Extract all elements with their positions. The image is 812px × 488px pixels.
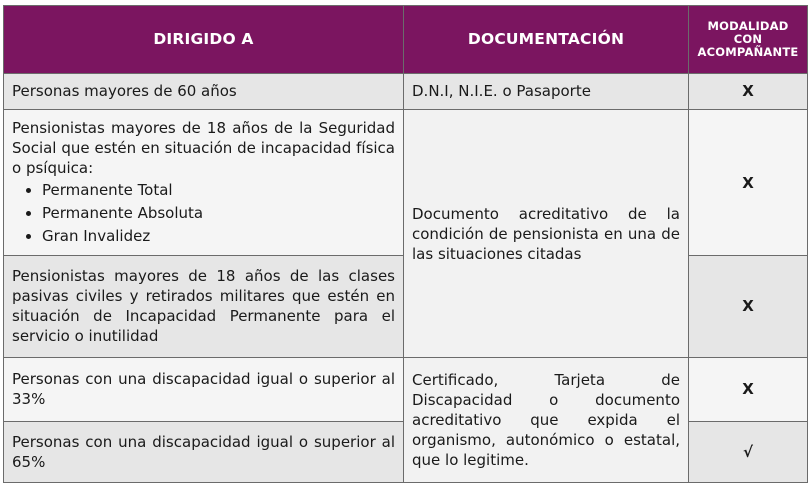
- cross-mark: X: [689, 358, 808, 421]
- table-row: [4, 73, 808, 110]
- cell-dirigido-text: Pensionistas mayores de 18 años de la Seguridad Social que estén en situación de incapacidad física o psíquica:: [12, 118, 395, 177]
- cell-documentacion: D.N.I, N.I.E. o Pasaporte: [404, 73, 689, 110]
- cell-dirigido: Personas mayores de 60 años: [4, 73, 404, 110]
- cell-documentacion-pensionistas: Documento acreditativo de la condición de pensionista en una de las situaciones citadas: [404, 110, 689, 358]
- header-modalidad-line-3: ACOMPAÑANTE: [697, 44, 799, 59]
- check-mark: √: [689, 421, 808, 482]
- header-modalidad-line-2: CON: [733, 31, 763, 46]
- list-item: • Permanente Total: [42, 179, 395, 202]
- cell-dirigido: Personas con una discapacidad igual o superior al 65%: [4, 421, 404, 482]
- cross-mark: X: [689, 255, 808, 357]
- requirements-table: [3, 5, 808, 483]
- cross-mark: X: [689, 73, 808, 110]
- cell-dirigido: Pensionistas mayores de 18 años de las clases pasivas civiles y retirados militares que estén en situación de Incapacidad Permanente para el servicio o inutilidad: [4, 255, 404, 357]
- bullet-list: [12, 179, 395, 248]
- table-row: [4, 110, 808, 255]
- cell-documentacion-discapacidad: Certificado, Tarjeta de Discapacidad o documento acreditativo que expida el organismo, autonómico o estatal, que lo legitime.: [404, 358, 689, 483]
- list-item: • Permanente Absoluta: [42, 202, 395, 225]
- header-modalidad: [689, 6, 808, 74]
- cell-dirigido: [4, 110, 404, 255]
- header-row: [4, 6, 808, 74]
- header-documentacion: DOCUMENTACIÓN: [404, 6, 689, 74]
- table-row: [4, 358, 808, 421]
- header-dirigido: DIRIGIDO A: [4, 6, 404, 74]
- list-item: • Gran Invalidez: [42, 225, 395, 248]
- cell-dirigido: Personas con una discapacidad igual o superior al 33%: [4, 358, 404, 421]
- cross-mark: X: [689, 110, 808, 255]
- header-modalidad-line-1: MODALIDAD: [707, 18, 789, 33]
